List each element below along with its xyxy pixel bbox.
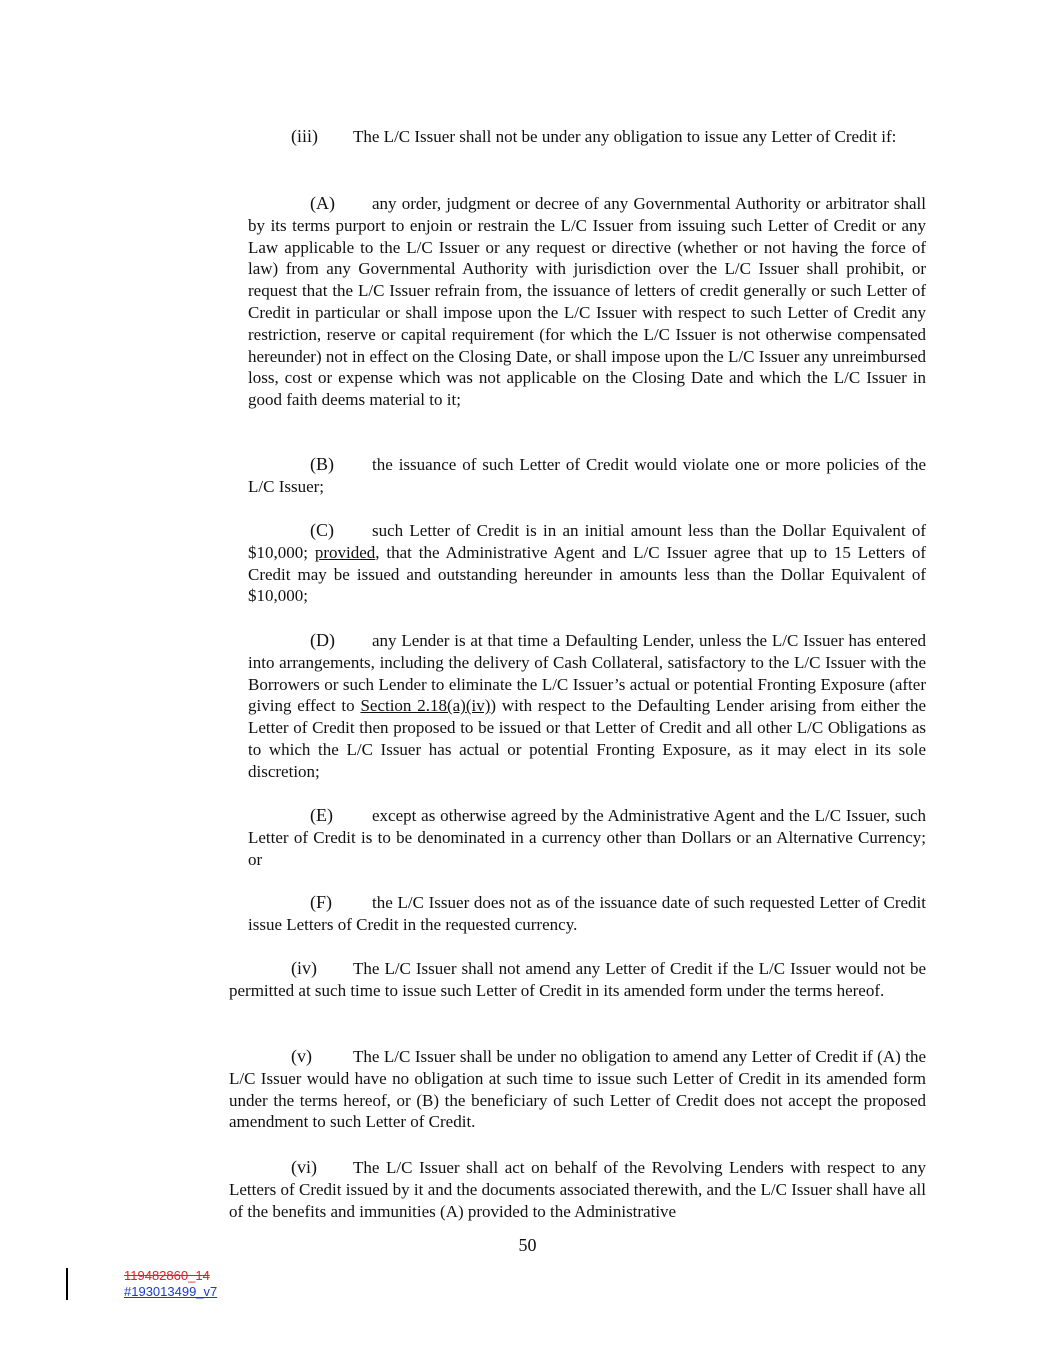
paragraph-v [229,1046,926,1133]
paragraph-label: (iv) [291,958,317,978]
paragraph-text: except as otherwise agreed by the Administrative Agent and the L/C Issuer, such Letter of Credit is to be denominated in a currency other than Dollars or an Alternative Currency; or [248,806,926,869]
paragraph-iv [229,958,926,1002]
paragraph-label: (F) [310,892,332,912]
page-number: 50 [518,1235,537,1255]
paragraph-text: such Letter of Credit is in an initial amount less than the Dollar Equivalent of $10,000; [248,521,926,562]
paragraph-label: (v) [291,1046,312,1066]
paragraph-D [248,630,926,783]
paragraph-B [248,454,926,498]
document-id-block [66,1268,217,1300]
paragraph-label: (A) [310,193,335,213]
provided-term: provided [314,542,376,562]
paragraph-label: (B) [310,454,334,474]
paragraph-text: The L/C Issuer shall be under no obligation to amend any Letter of Credit if (A) the L/C Issuer would have no obligation at such time to issue such Letter of Credit in its amended form under the terms hereof, or (B) the beneficiary of such Letter of Credit does not accept the proposed amendment to such Letter of Credit. [229,1047,926,1132]
paragraph-text: The L/C Issuer shall not be under any obligation to issue any Letter of Credit if: [353,127,897,146]
paragraph-text: The L/C Issuer shall act on behalf of the Revolving Lenders with respect to any Letters of Credit issued by it and the documents associated therewith, and the L/C Issuer shall have all of the benefits and immunities (A) provided to the Administrative [229,1158,926,1221]
document-id-inserted: #193013499_v7 [124,1284,218,1299]
section-reference: Section 2.18(a)(iv) [360,696,491,716]
paragraph-text: the issuance of such Letter of Credit would violate one or more policies of the L/C Issuer; [248,455,926,496]
paragraph-text: ) with respect to the Defaulting Lender arising from either the Letter of Credit then proposed to be issued or that Letter of Credit and all other L/C Obligations as to which the L/C Issuer has actual or potential Fronting Exposure, as it may elect in its sole discretion; [248,696,926,781]
paragraph-text: The L/C Issuer shall not amend any Letter of Credit if the L/C Issuer would not be permitted at such time to issue such Letter of Credit in its amended form under the terms hereof. [229,959,926,1000]
paragraph-text: any order, judgment or decree of any Governmental Authority or arbitrator shall by its terms purport to enjoin or restrain the L/C Issuer from issuing such Letter of Credit or any Law applicable to the L/C Issuer or any request or directive (whether or not having the force of law) from any Governmental Authority with jurisdiction over the L/C Issuer shall prohibit, or request that the L/C Issuer refrain from, the issuance of letters of credit generally or such Letter of Credit in particular or shall impose upon the L/C Issuer with respect to such Letter of Credit any restriction, reserve or capital requirement (for which the L/C Issuer is not otherwise compensated hereunder) not in effect on the Closing Date, or shall impose upon the L/C Issuer any unreimbursed loss, cost or expense which was not applicable on the Closing Date and which the L/C Issuer in good faith deems material to it; [248,194,926,410]
paragraph-F [248,892,926,936]
paragraph-C [248,520,926,607]
paragraph-E [248,805,926,870]
paragraph-A [248,193,926,411]
paragraph-text: the L/C Issuer does not as of the issuance date of such requested Letter of Credit issue Letters of Credit in the requested currency. [248,893,926,934]
paragraph-label: (vi) [291,1157,317,1177]
paragraph-label: (C) [310,520,334,540]
paragraph-text: , that the Administrative Agent and L/C Issuer agree that up to 15 Letters of Credit may be issued and outstanding hereunder in amounts less than the Dollar Equivalent of $10,000; [248,542,926,606]
paragraph-label: (D) [310,630,335,650]
document-id-deleted: 119482860_14 [124,1268,210,1283]
paragraph-vi [229,1157,926,1222]
paragraph-label: (E) [310,805,333,825]
paragraph-iii [229,126,926,148]
paragraph-label: (iii) [291,126,318,146]
paragraph-text: any Lender is at that time a Defaulting Lender, unless the L/C Issuer has entered into arrangements, including the delivery of Cash Collateral, satisfactory to the L/C Issuer with the Borrowers or such Lender to eliminate the L/C Issuer’s actual or potential Fronting Exposure (after giving effect to [248,631,926,716]
